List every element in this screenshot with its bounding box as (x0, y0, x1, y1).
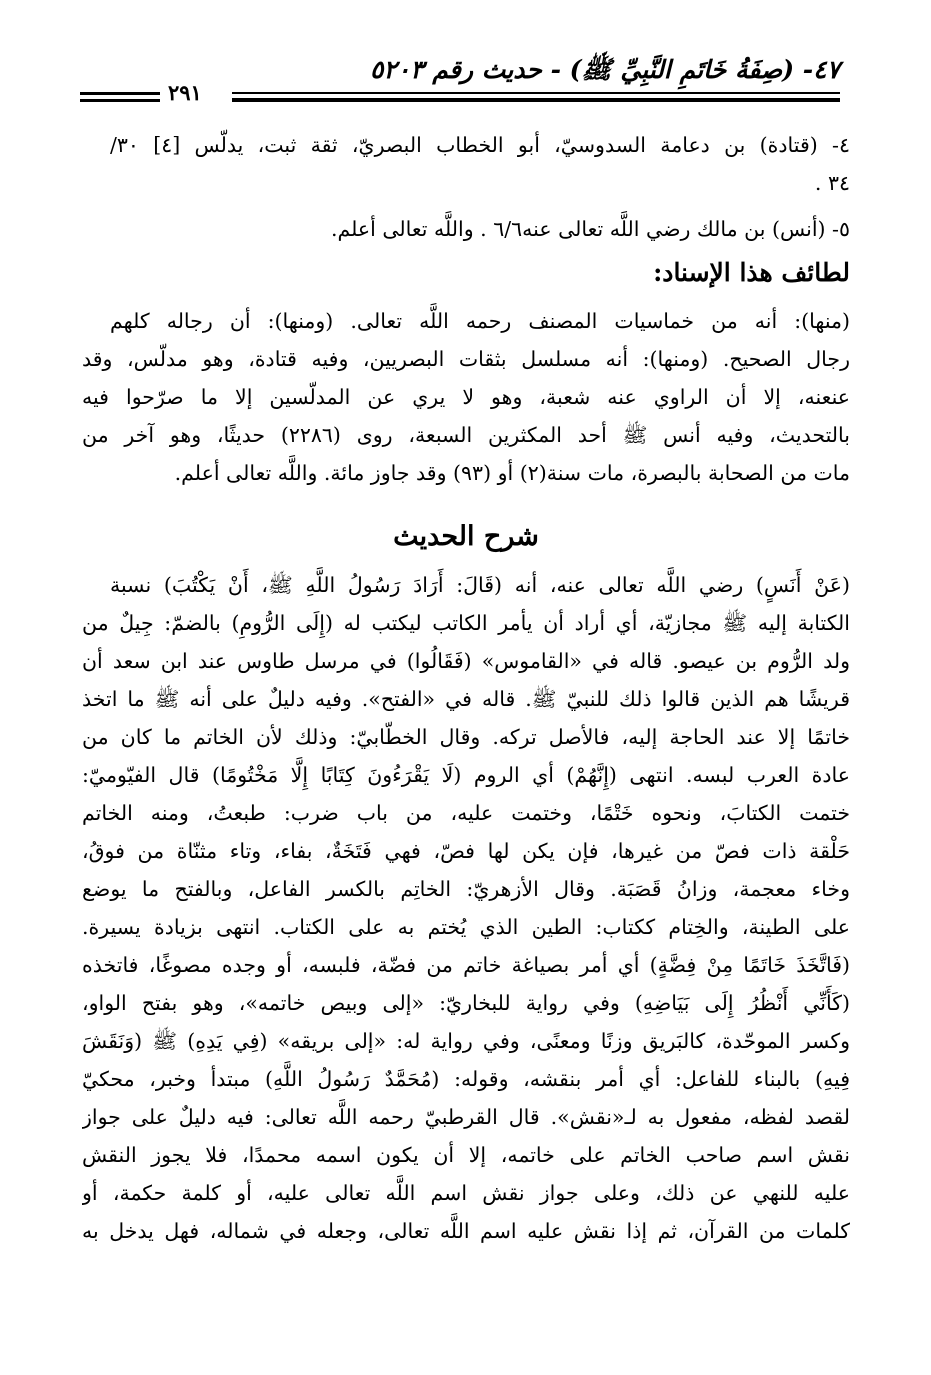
paragraph-line: ختمت الكتابَ، ونحوه خَتْمًا، وختمت عليه، من باب ضرب: طبعتُ، ومنه الخاتم (82, 801, 850, 825)
paragraph-line: عليه للنهي عن ذلك، وعلى جواز نقش اسم اللَّه تعالى عليه، أو كلمة حكمة، أو (82, 1181, 850, 1205)
paragraph-line: على الطينة، والخِتام ككتاب: الطين الذي يُختم به على الكتاب. انتهى بزيادة يسيرة. (82, 915, 850, 939)
paragraph-line: فِيهِ) بالبناء للفاعل: أي أمر بنقشه، وقوله: (مُحَمَّدٌ رَسُولُ اللَّهِ) مبتدأ وخبر، محكيّ (82, 1067, 850, 1091)
narrator-line: ٤- (قتادة) بن دعامة السدوسيّ، أبو الخطاب البصريّ، ثقة ثبت، يدلّس [٤] ٣٠/ (110, 133, 850, 157)
paragraph-line: (كَأَنِّي أَنْظُرُ إِلَى بَيَاضِهِ) وفي رواية للبخاريّ: «إلى وبيص خاتمه»، وهو بفتح الواو، (82, 991, 850, 1015)
page-number: ٢٩١ (168, 80, 202, 105)
paragraph-line: عادة العرب لبسه. انتهى (إِنَّهُمْ) أي الروم (لَا يَقْرَءُونَ كِتَابًا إِلَّا مَخْتُومًا) قال الفيّوميّ: (82, 763, 850, 787)
header-rule-thick (232, 98, 840, 102)
paragraph-line: (عَنْ أَنَسٍ) رضي اللَّه تعالى عنه، أنه (قَالَ: أَرَادَ رَسُولُ اللَّهِ ﷺ، أَنْ يَكْتُبَ) نسبة (110, 573, 850, 597)
running-header (80, 44, 840, 106)
page-body (82, 118, 850, 1358)
paragraph-line: لقصد لفظه، مفعول به لـ«نقش». قال القرطبيّ رحمه اللَّه تعالى: فيه دليلٌ على جواز (82, 1105, 850, 1129)
page-number-rule-lower (80, 99, 160, 102)
paragraph-line: حَلْقة ذات فصّ من غيرها، فإن يكن لها فصّ، فهي فَتَخَةٌ، بفاء، وتاء مثنّاة من فوقُ، (82, 839, 850, 863)
paragraph-line: الكتابة إليه ﷺ مجازيّة، أي أراد أن يأمر الكاتب ليكتب له (إِلَى الرُّومِ) بالضمّ: جِيلٌ من (82, 611, 850, 635)
paragraph-line: كلمات من القرآن، ثم إذا نقش عليه اسم اللَّه تعالى، وجعله في شماله، فهل يدخل به (82, 1219, 850, 1243)
narrator-line: ٣٤ . (814, 171, 850, 195)
paragraph-line: وكسر الموحّدة، كالبَريق وزنًا ومعنًى، وفي رواية له: «إلى بريقه» (فِي يَدِهِ) ﷺ (وَنَقَشَ (82, 1029, 850, 1053)
paragraph-line: نقش اسم صاحب الخاتم على خاتمه، إلا أن يكون اسمه محمدًا، فلا يجوز النقش (82, 1143, 850, 1167)
paragraph-line: (فَاتَّخَذَ خَاتَمًا مِنْ فِضَّةٍ) أي أمر بصياغة خاتم من فضّة، فلبسه، أو وجده مصوغًا، فاتخذه (82, 953, 850, 977)
paragraph-line: رجال الصحيح. (ومنها): أنه مسلسل بثقات البصريين، وفيه قتادة، وهو مدلّس، وقد (82, 347, 850, 371)
paragraph-line: مات من الصحابة بالبصرة، مات سنة(٢) أو (٩٣) وقد جاوز مائة. واللَّه تعالى أعلم. (174, 461, 850, 485)
paragraph-line: قريشًا هم الذين قالوا ذلك للنبيّ ﷺ. قاله في «الفتح». وفيه دليلٌ على أنه ﷺ ما اتخذ (82, 687, 850, 711)
section-heading-sharh: شرح الحديث (393, 521, 539, 552)
section-heading-lataif: لطائف هذا الإسناد: (653, 258, 850, 287)
header-rule-thin (232, 92, 840, 94)
paragraph-line: وخاء معجمة، وزانُ قَصَبَة. وقال الأزهريّ: الخاتِم بالكسر الفاعل، وبالفتح ما يوضع (82, 877, 850, 901)
paragraph-line: خاتمًا إلا عند الحاجة إليه، فالأصل تركه. وقال الخطّابيّ: وذلك لأن الخاتم ما كان من (82, 725, 850, 749)
chapter-title: ٤٧- (صِفَةُ خَاتَمِ النَّبِيِّ ﷺ) - حديث رقم ٥٢٠٣ (370, 55, 840, 84)
paragraph-line: عنعنه، إلا أن الراوي عنه شعبة، وهو لا يري عن المدلّسين إلا ما صرّحوا فيه (82, 385, 850, 409)
page-number-rule-upper (80, 92, 160, 95)
narrator-line: ٥- (أنس) بن مالك رضي اللَّه تعالى عنه٦/٦ . واللَّه تعالى أعلم. (330, 217, 850, 241)
paragraph-line: ولد الرُّوم بن عيصو. قاله في «القاموس» (فَقَالُوا) في مرسل طاوس عند ابن سعد أن (82, 649, 850, 673)
paragraph-line: بالتحديث، وفيه أنس ﷺ أحد المكثرين السبعة، روى (٢٢٨٦) حديثًا، وهو آخر من (82, 423, 850, 447)
paragraph-line: (منها): أنه من خماسيات المصنف رحمه اللَّه تعالى. (ومنها): أن رجاله كلهم (110, 309, 850, 333)
